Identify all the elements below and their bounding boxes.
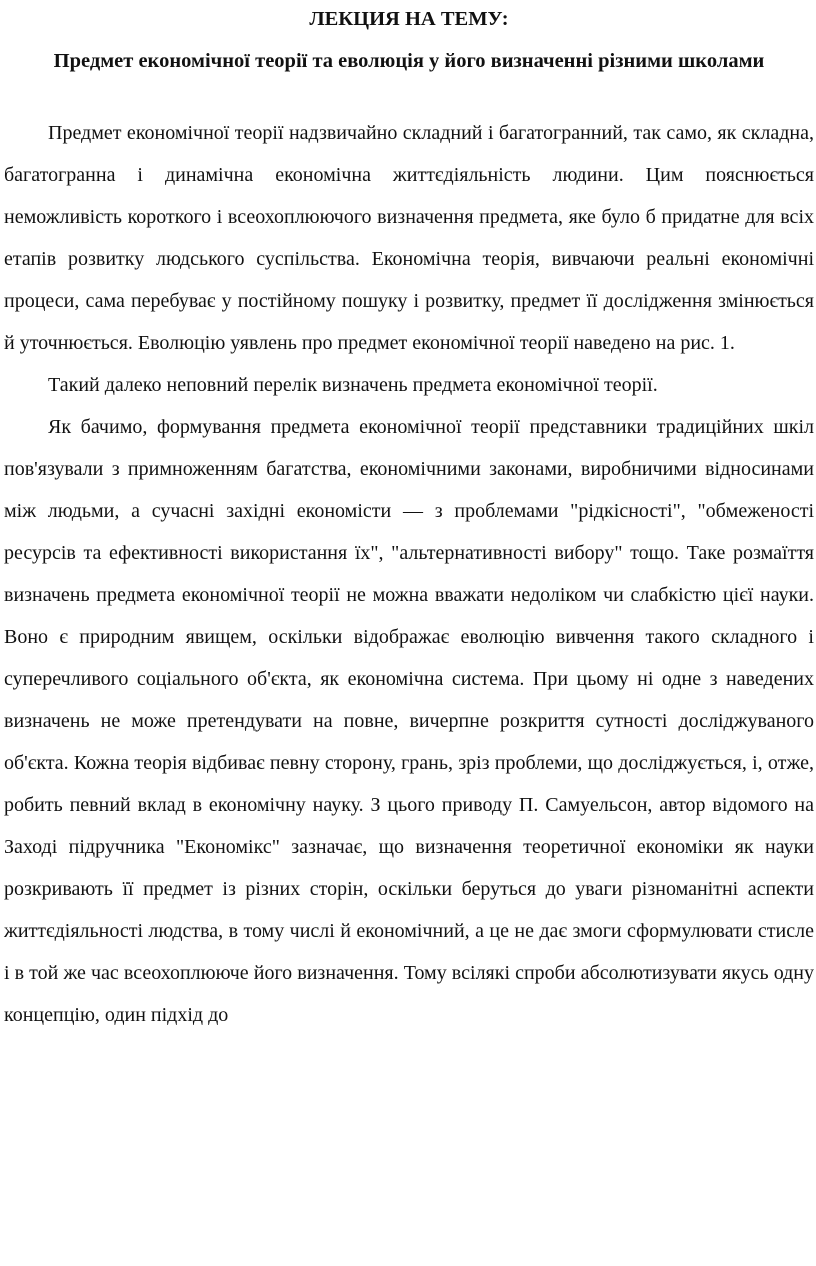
paragraph-definitions-list: Такий далеко неповний перелік визначень предмета економічної теорії. (48, 374, 658, 396)
lecture-label: ЛЕКЦИЯ НА ТЕМУ: (309, 8, 509, 30)
paragraph-intro: Предмет економічної теорії надзвичайно складний і багатогранний, так само, як складна, багатогранна і динамічна економічна життєдіяльність людини. Цим пояснюється неможливість короткого і всеохоплюючого визначення предмета, яке було б придатне для всіх етапів розвитку людського суспільства. Економічна теорія, вивчаючи реальні економічні процеси, сама перебуває у постійному пошуку і розвитку, предмет її дослідження змінюється й уточнюється. Еволюцію уявлень про предмет економічної теорії наведено на рис. 1. (4, 122, 814, 354)
paragraph-analysis: Як бачимо, формування предмета економічної теорії представники традиційних шкіл пов'язували з примноженням багатства, економічними законами, виробничими відносинами між людьми, а сучасні західні економісти — з проблемами "рідкісності", "обмеженості ресурсів та ефективності використання їх", "альтернативності вибору" тощо. Таке розмаїття визначень предмета економічної теорії не можна вважати недоліком чи слабкістю цієї науки. Воно є природним явищем, оскільки відображає еволюцію вивчення такого складного і суперечливого соціального об'єкта, як економічна система. При цьому ні одне з наведених визначень не може претендувати на повне, вичерпне розкриття сутності досліджуваного об'єкта. Кожна теорія відбиває певну сторону, грань, зріз проблеми, що досліджується, і, отже, робить певний вклад в економічну науку. З цього приводу П. Самуельсон, автор відомого на Заході підручника "Економікс" зазначає, що визначення теоретичної економіки як науки розкривають її предмет із різних сторін, оскільки беруться до уваги різноманітні аспекти життєдіяльності людства, в тому числі й економічний, а це не дає змоги сформулювати стисле і в той же час всеохоплююче його визначення. Тому всілякі спроби абсолютизувати якусь одну концепцію, один підхід до (4, 416, 814, 1026)
spacer (4, 82, 814, 112)
document-page (4, 0, 814, 1036)
document-body (4, 112, 814, 1036)
lecture-title: Предмет економічної теорії та еволюція у його визначенні різними школами (53, 50, 765, 72)
